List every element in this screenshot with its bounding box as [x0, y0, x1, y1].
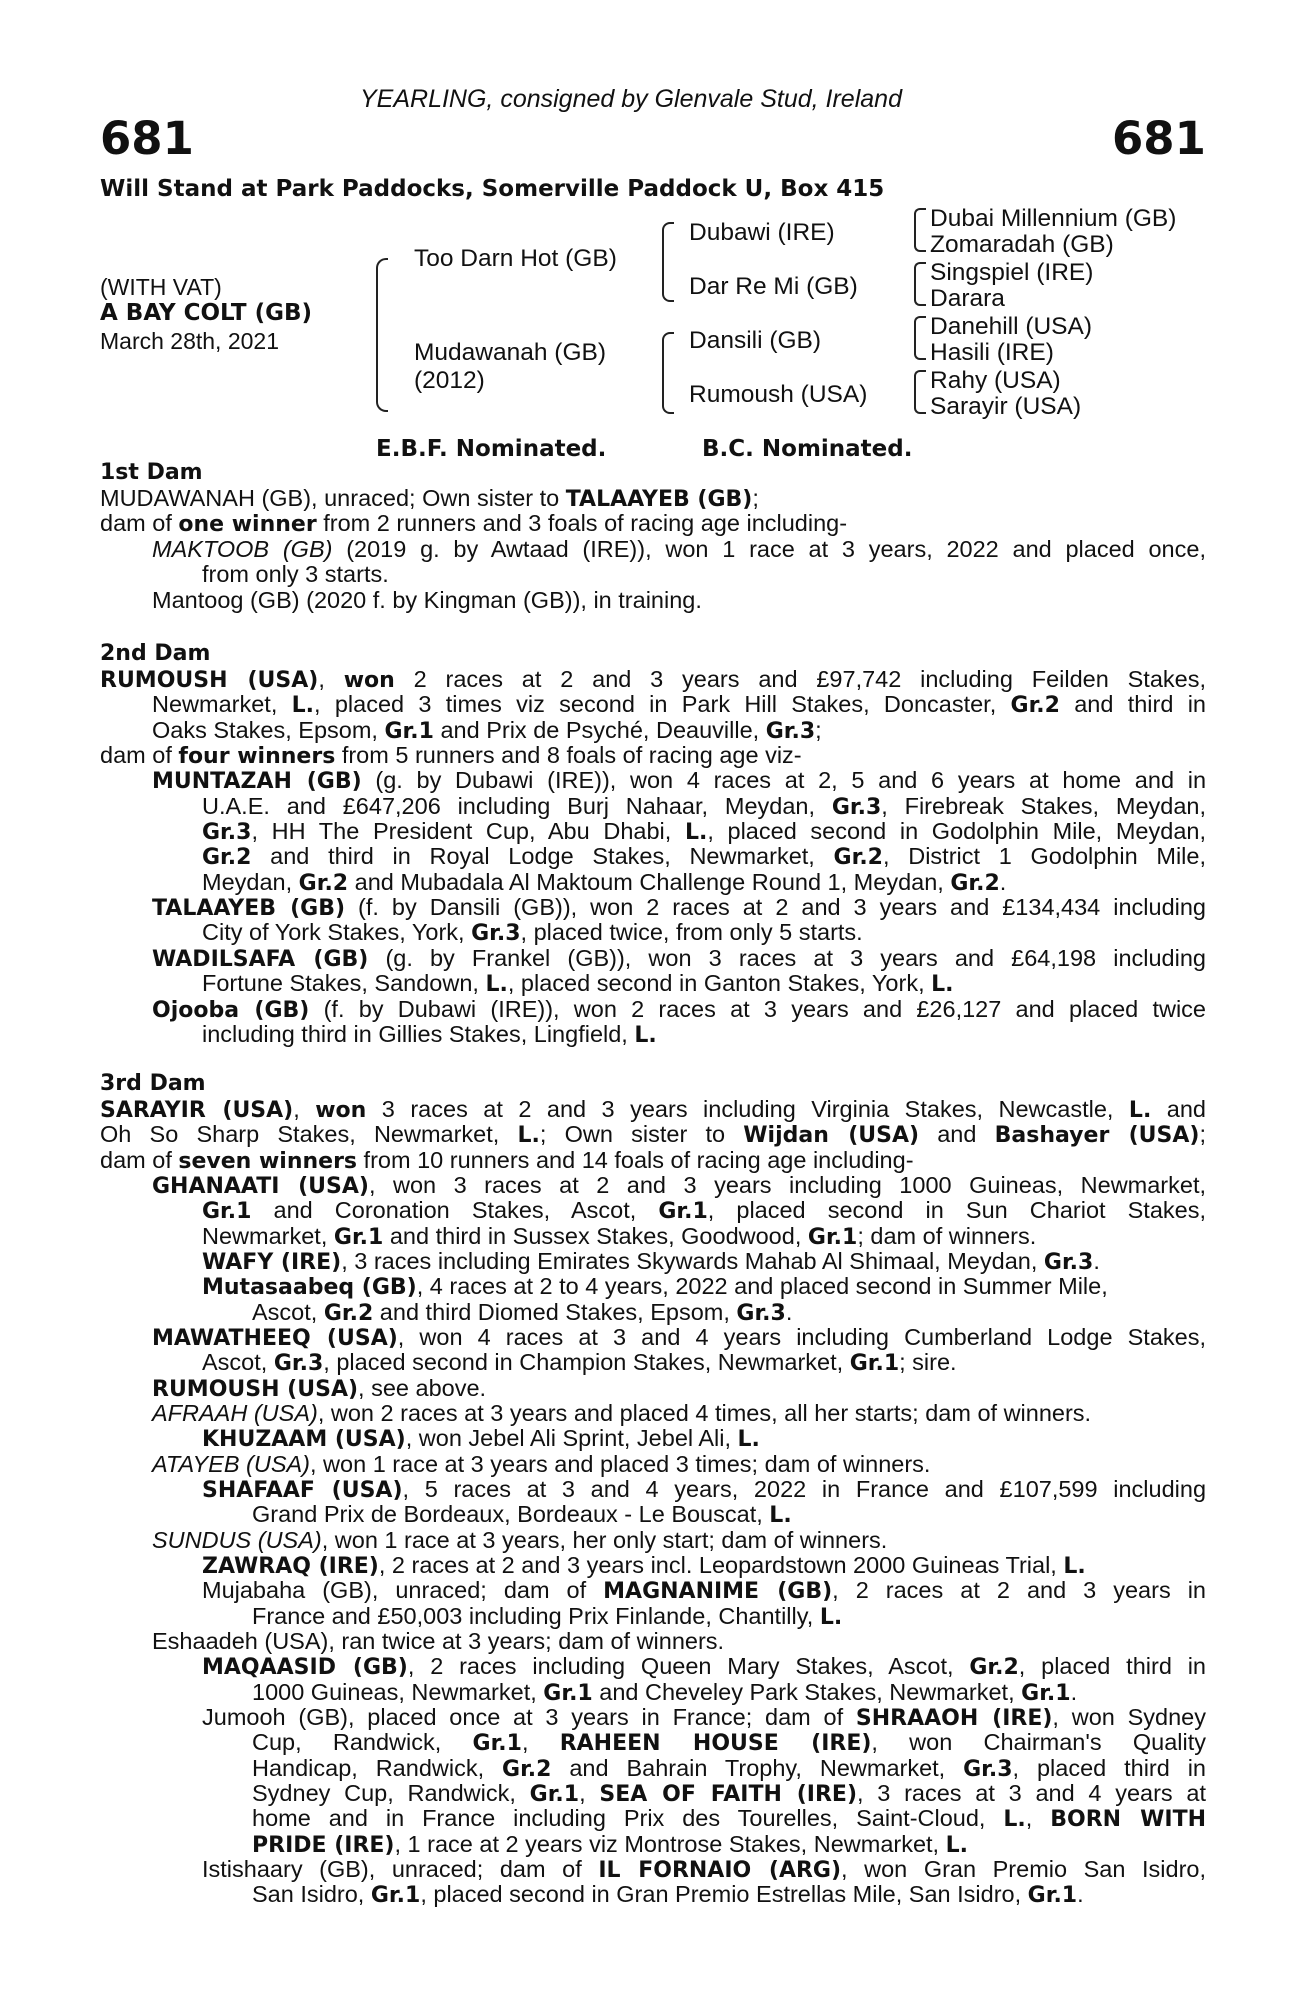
- text-run: from 5 runners and 8 foals of racing age viz-: [335, 742, 802, 768]
- text-run: Grand Prix de Bordeaux, Bordeaux - Le Bouscat,: [252, 1501, 770, 1527]
- text-run: Cup, Randwick,: [252, 1729, 473, 1755]
- text-run: ;: [752, 485, 759, 511]
- bold-text: Gr.1: [333, 1225, 384, 1250]
- text-run: Oh So Sharp Stakes, Newmarket,: [100, 1121, 518, 1147]
- text-run: , placed third in: [1018, 1653, 1207, 1679]
- text-line: [100, 1325, 1206, 1351]
- italic-text: SUNDUS (USA): [152, 1527, 322, 1553]
- text-line: [100, 1224, 1206, 1250]
- text-line: [100, 1350, 1206, 1376]
- dam-name: Mudawanah (GB): [414, 339, 607, 366]
- text-run: Ascot,: [252, 1299, 324, 1325]
- bold-text: RUMOUSH (USA): [152, 1377, 359, 1402]
- text-line: [100, 1122, 1206, 1148]
- text-run: including third in Gillies Stakes, Lingfield,: [202, 1021, 635, 1047]
- bold-text: TALAAYEB (GB): [565, 487, 753, 512]
- bold-text: Gr.3: [471, 921, 521, 946]
- stand-location: Will Stand at Park Paddocks, Somerville Paddock U, Box 415: [100, 176, 885, 202]
- bold-text: four winners: [178, 744, 336, 769]
- dam-year: (2012): [414, 367, 485, 394]
- text-run: and third in Sussex Stakes, Goodwood,: [383, 1223, 808, 1249]
- text-run: , 3 races including Emirates Skywards Mahab Al Shimaal, Meydan,: [341, 1248, 1044, 1274]
- text-line: [100, 1502, 1206, 1528]
- horse-name: A BAY COLT (GB): [100, 300, 313, 326]
- text-run: , placed second in Sun Chariot Stakes,: [707, 1197, 1206, 1223]
- text-run: , 2 races at 2 and 3 years in: [832, 1577, 1207, 1603]
- bold-text: BORN WITH: [1050, 1807, 1207, 1832]
- text-run: and third Diomed Stakes, Epsom,: [373, 1299, 737, 1325]
- text-line: [100, 1604, 1206, 1630]
- text-run: Mujabaha (GB), unraced; dam of: [202, 1577, 604, 1603]
- text-run: Ascot,: [202, 1349, 274, 1375]
- consignor-line: YEARLING, consigned by Glenvale Stud, Ireland: [360, 85, 902, 113]
- text-line: [100, 1654, 1206, 1680]
- bold-text: L.: [485, 972, 508, 997]
- bold-text: Gr.3: [963, 1757, 1013, 1782]
- text-run: ;: [1199, 1121, 1206, 1147]
- bold-text: L.: [945, 1833, 969, 1858]
- bold-text: SEA OF FAITH (IRE): [599, 1782, 858, 1807]
- text-run: , Firebreak Stakes, Meydan,: [881, 793, 1206, 819]
- text-run: , won 1 race at 3 years, her only start; dam of winners.: [321, 1527, 888, 1553]
- text-run: ;: [815, 717, 822, 743]
- text-run: from only 3 starts.: [202, 561, 389, 587]
- text-run: , HH The President Cup, Abu Dhabi,: [251, 818, 685, 844]
- text-run: , 2 races including Queen Mary Stakes, Ascot,: [407, 1653, 970, 1679]
- text-run: and third in: [1059, 691, 1206, 717]
- bold-text: L.: [1128, 1098, 1152, 1123]
- text-line: [100, 1528, 1206, 1554]
- bold-text: L.: [737, 1427, 760, 1452]
- text-line: [100, 1376, 1206, 1402]
- bold-text: Ojooba (GB): [152, 998, 310, 1023]
- text-run: City of York Stakes, York,: [202, 919, 472, 945]
- bold-text: L.: [291, 693, 315, 718]
- bold-text: SHAFAAF (USA): [202, 1478, 403, 1503]
- text-run: 1000 Guineas, Newmarket,: [252, 1679, 544, 1705]
- brace-dd: [914, 370, 926, 414]
- text-run: Sydney Cup, Randwick,: [252, 1780, 530, 1806]
- text-line: [100, 1198, 1206, 1224]
- text-run: ,: [1025, 1805, 1051, 1831]
- italic-text: MAKTOOB (GB): [152, 536, 333, 562]
- date-of-birth: March 28th, 2021: [100, 328, 280, 354]
- bold-text: L.: [684, 820, 708, 845]
- bold-text: Gr.1: [384, 719, 434, 744]
- ebf-nomination: E.B.F. Nominated.: [376, 436, 607, 462]
- text-run: Handicap, Randwick,: [252, 1755, 503, 1781]
- text-line: [100, 1477, 1206, 1503]
- bold-text: Gr.2: [202, 845, 252, 870]
- bold-text: L.: [1063, 1554, 1086, 1579]
- text-line: [100, 1401, 1206, 1427]
- bold-text: RUMOUSH (USA): [100, 668, 319, 693]
- text-run: .: [1070, 1679, 1078, 1705]
- text-line: [100, 1173, 1206, 1199]
- ddd-name: Sarayir (USA): [930, 393, 1082, 420]
- text-line: [100, 692, 1206, 718]
- bold-text: L.: [819, 1605, 843, 1630]
- sss-name: Dubai Millennium (GB): [930, 205, 1177, 232]
- text-run: ,: [521, 1729, 560, 1755]
- text-run: Meydan,: [202, 869, 299, 895]
- text-run: .: [1077, 1881, 1084, 1907]
- text-run: Jumooh (GB), placed once at 3 years in France; dam of: [202, 1704, 856, 1730]
- text-run: .: [1093, 1248, 1100, 1274]
- bold-text: PRIDE (IRE): [252, 1833, 395, 1858]
- text-line: [100, 1756, 1206, 1782]
- bold-text: SHRAAOH (IRE): [855, 1706, 1053, 1731]
- brace-ss: [914, 208, 926, 252]
- bold-text: MAQAASID (GB): [202, 1655, 408, 1680]
- text-run: Istishaary (GB), unraced; dam of: [202, 1856, 599, 1882]
- text-run: and: [1151, 1096, 1206, 1122]
- text-run: dam of: [100, 742, 179, 768]
- text-run: San Isidro,: [252, 1881, 371, 1907]
- second-dam-heading: 2nd Dam: [100, 641, 211, 666]
- bold-text: Gr.1: [658, 1199, 708, 1224]
- text-run: ,: [579, 1780, 600, 1806]
- text-line: [100, 1274, 1206, 1300]
- dss-name: Danehill (USA): [930, 313, 1093, 340]
- text-line: [100, 1578, 1206, 1604]
- bold-text: L.: [634, 1023, 657, 1048]
- bold-text: Gr.1: [543, 1681, 593, 1706]
- bold-text: L.: [517, 1123, 540, 1148]
- bold-text: Gr.1: [849, 1351, 900, 1376]
- bold-text: Gr.2: [298, 871, 349, 896]
- bold-text: won: [315, 1098, 367, 1123]
- text-run: from 10 runners and 14 foals of racing age including-: [357, 1147, 914, 1173]
- text-run: (2019 g. by Awtaad (IRE)), won 1 race at 3 years, 2022 and placed once,: [332, 536, 1206, 562]
- text-line: [100, 844, 1206, 870]
- text-line: [100, 1680, 1206, 1706]
- text-run: and: [919, 1121, 995, 1147]
- text-line: [100, 1629, 1206, 1655]
- text-line: [100, 1882, 1206, 1908]
- text-line: [100, 768, 1206, 794]
- text-run: Fortune Stakes, Sandown,: [202, 970, 486, 996]
- bold-text: Gr.2: [969, 1655, 1019, 1680]
- text-run: ,: [318, 666, 344, 692]
- text-run: 2 races at 2 and 3 years and £97,742 including Feilden Stakes,: [394, 666, 1206, 692]
- bold-text: IL FORNAIO (ARG): [598, 1858, 842, 1883]
- bold-text: Gr.2: [833, 845, 883, 870]
- text-run: , won Sydney: [1052, 1704, 1206, 1730]
- text-line: [100, 1730, 1206, 1756]
- text-line: [100, 1806, 1206, 1832]
- text-run: , won Chairman's Quality: [871, 1729, 1206, 1755]
- text-run: , placed third in: [1012, 1755, 1207, 1781]
- bold-text: Gr.3: [1043, 1250, 1094, 1275]
- text-run: .: [999, 869, 1007, 895]
- text-run: and Prix de Psyché, Deauville,: [433, 717, 766, 743]
- text-line: [100, 537, 1206, 563]
- ssd-name: Zomaradah (GB): [930, 231, 1114, 258]
- text-run: Eshaadeh (USA), ran twice at 3 years; dam of winners.: [152, 1628, 725, 1654]
- dam-sire: Dansili (GB): [689, 327, 822, 354]
- text-run: and third in Royal Lodge Stakes, Newmarket,: [251, 843, 834, 869]
- text-run: dam of: [100, 1147, 179, 1173]
- text-run: , won 3 races at 2 and 3 years including 1000 Guineas, Newmarket,: [368, 1172, 1207, 1198]
- text-line: [100, 794, 1206, 820]
- text-line: [100, 1452, 1206, 1478]
- lot-number-right: 681: [1112, 112, 1206, 165]
- text-run: 3 races at 2 and 3 years including Virginia Stakes, Newcastle,: [366, 1096, 1129, 1122]
- text-run: (f. by Dansili (GB)), won 2 races at 2 and 3 years and £134,434 including: [345, 894, 1206, 920]
- bold-text: Gr.1: [472, 1731, 522, 1756]
- bold-text: RAHEEN HOUSE (IRE): [559, 1731, 872, 1756]
- text-line: [100, 1426, 1206, 1452]
- text-run: and Mubadala Al Maktoum Challenge Round 1, Meydan,: [348, 869, 951, 895]
- text-run: from 2 runners and 3 foals of racing age including-: [316, 510, 848, 536]
- text-line: [100, 743, 1206, 769]
- bold-text: Mutasaabeq (GB): [202, 1275, 417, 1300]
- text-run: , won 1 race at 3 years and placed 3 times; dam of winners.: [310, 1451, 931, 1477]
- bold-text: Gr.3: [273, 1351, 324, 1376]
- italic-text: AFRAAH (USA): [152, 1400, 318, 1426]
- third-dam-heading: 3rd Dam: [100, 1071, 206, 1096]
- text-line: [100, 1705, 1206, 1731]
- text-run: , won 2 races at 3 years and placed 4 times, all her starts; dam of winners.: [317, 1400, 1092, 1426]
- text-line: [100, 718, 1206, 744]
- dam-dam: Rumoush (USA): [689, 381, 868, 408]
- bold-text: TALAAYEB (GB): [152, 896, 346, 921]
- dds-name: Rahy (USA): [930, 367, 1061, 394]
- sds-name: Singspiel (IRE): [930, 259, 1094, 286]
- sire-sire: Dubawi (IRE): [689, 219, 835, 246]
- bold-text: Gr.1: [370, 1883, 421, 1908]
- text-run: , won Jebel Ali Sprint, Jebel Ali,: [405, 1425, 738, 1451]
- text-run: and Bahrain Trophy, Newmarket,: [551, 1755, 964, 1781]
- sire-name: Too Darn Hot (GB): [414, 245, 617, 272]
- text-line: [100, 920, 1206, 946]
- brace-main: [376, 258, 388, 412]
- bold-text: MAWATHEEQ (USA): [152, 1326, 398, 1351]
- text-run: Mantoog (GB) (2020 f. by Kingman (GB)), in training.: [152, 587, 702, 613]
- bold-text: ZAWRAQ (IRE): [202, 1554, 379, 1579]
- bold-text: Wijdan (USA): [743, 1123, 920, 1148]
- text-run: , see above.: [358, 1375, 487, 1401]
- bold-text: SARAYIR (USA): [100, 1098, 294, 1123]
- text-line: [100, 1022, 1206, 1048]
- sire-dam: Dar Re Mi (GB): [689, 273, 858, 300]
- text-line: [100, 1148, 1206, 1174]
- text-line: [100, 1857, 1206, 1883]
- text-line: [100, 946, 1206, 972]
- text-line: [100, 819, 1206, 845]
- text-run: ; dam of winners.: [857, 1223, 1037, 1249]
- text-run: home and in France including Prix des Tourelles, Saint-Cloud,: [252, 1805, 1004, 1831]
- bold-text: WAFY (IRE): [202, 1250, 342, 1275]
- text-run: , placed second in Champion Stakes, Newmarket,: [323, 1349, 850, 1375]
- bold-text: MAGNANIME (GB): [603, 1579, 833, 1604]
- bold-text: one winner: [178, 512, 317, 537]
- text-run: .: [785, 1299, 793, 1325]
- bold-text: Gr.3: [202, 820, 252, 845]
- text-run: Oaks Stakes, Epsom,: [152, 717, 385, 743]
- bold-text: L.: [931, 972, 954, 997]
- bold-text: Gr.3: [765, 719, 816, 744]
- text-run: , won 4 races at 3 and 4 years including Cumberland Lodge Stakes,: [397, 1324, 1206, 1350]
- bold-text: L.: [1003, 1807, 1026, 1832]
- first-dam-heading: 1st Dam: [100, 460, 203, 485]
- text-run: (g. by Frankel (GB)), won 3 races at 3 years and £64,198 including: [368, 945, 1206, 971]
- bold-text: WADILSAFA (GB): [152, 947, 369, 972]
- text-run: , 4 races at 2 to 4 years, 2022 and placed second in Summer Mile,: [416, 1273, 1108, 1299]
- bold-text: seven winners: [178, 1149, 358, 1174]
- bold-text: Gr.1: [529, 1782, 580, 1807]
- text-run: ,: [293, 1096, 316, 1122]
- bold-text: Gr.2: [950, 871, 1000, 896]
- lot-number-left: 681: [100, 112, 194, 165]
- sdd-name: Darara: [930, 285, 1005, 312]
- text-run: U.A.E. and £647,206 including Burj Nahaar, Meydan,: [202, 793, 832, 819]
- text-run: ; Own sister to: [539, 1121, 744, 1147]
- bold-text: Gr.1: [1021, 1681, 1071, 1706]
- bold-text: L.: [769, 1503, 792, 1528]
- bold-text: Gr.3: [831, 795, 882, 820]
- text-run: , 5 races at 3 and 4 years, 2022 in France and £107,599 including: [402, 1476, 1207, 1502]
- text-line: [100, 1553, 1206, 1579]
- text-line: [100, 971, 1206, 997]
- text-run: , placed 3 times viz second in Park Hill Stakes, Doncaster,: [314, 691, 1011, 717]
- dsd-name: Hasili (IRE): [930, 339, 1054, 366]
- text-run: , District 1 Godolphin Mile,: [882, 843, 1206, 869]
- bold-text: Gr.1: [1027, 1883, 1078, 1908]
- bold-text: GHANAATI (USA): [152, 1174, 369, 1199]
- text-line: [100, 1097, 1206, 1123]
- text-line: [100, 1832, 1206, 1858]
- text-run: Newmarket,: [202, 1223, 334, 1249]
- text-run: dam of: [100, 510, 179, 536]
- text-line: [100, 588, 1206, 614]
- text-run: , placed second in Ganton Stakes, York,: [507, 970, 932, 996]
- text-run: France and £50,003 including Prix Finlande, Chantilly,: [252, 1603, 820, 1629]
- text-run: , 3 races at 3 and 4 years at: [857, 1780, 1207, 1806]
- text-run: , 1 race at 2 years viz Montrose Stakes, Newmarket,: [394, 1831, 946, 1857]
- text-run: , won Gran Premio San Isidro,: [841, 1856, 1207, 1882]
- text-line: [100, 997, 1206, 1023]
- text-run: MUDAWANAH (GB), unraced; Own sister to: [100, 485, 566, 511]
- bold-text: Gr.1: [202, 1199, 252, 1224]
- text-line: [100, 667, 1206, 693]
- italic-text: ATAYEB (USA): [152, 1451, 310, 1477]
- text-run: Newmarket,: [152, 691, 292, 717]
- bold-text: Gr.2: [502, 1757, 552, 1782]
- bold-text: Gr.2: [1010, 693, 1060, 718]
- bold-text: won: [343, 668, 395, 693]
- brace-sd: [914, 262, 926, 306]
- text-line: [100, 511, 1206, 537]
- text-run: (f. by Dubawi (IRE)), won 2 races at 3 years and £26,127 and placed twice: [309, 996, 1207, 1022]
- text-run: , 2 races at 2 and 3 years incl. Leopardstown 2000 Guineas Trial,: [378, 1552, 1064, 1578]
- bold-text: Gr.3: [736, 1301, 786, 1326]
- text-line: [100, 870, 1206, 896]
- text-run: , placed second in Gran Premio Estrellas Mile, San Isidro,: [420, 1881, 1028, 1907]
- text-run: , placed twice, from only 5 starts.: [520, 919, 863, 945]
- bold-text: Gr.1: [807, 1225, 858, 1250]
- text-run: and Coronation Stakes, Ascot,: [251, 1197, 659, 1223]
- text-run: (g. by Dubawi (IRE)), won 4 races at 2, 5 and 6 years at home and in: [361, 767, 1207, 793]
- text-line: [100, 1249, 1206, 1275]
- bold-text: Gr.2: [323, 1301, 374, 1326]
- text-run: , placed second in Godolphin Mile, Meydan,: [707, 818, 1206, 844]
- text-run: and Cheveley Park Stakes, Newmarket,: [592, 1679, 1022, 1705]
- bold-text: KHUZAAM (USA): [202, 1427, 406, 1452]
- text-run: ; sire.: [899, 1349, 957, 1375]
- vat-label: (WITH VAT): [100, 274, 222, 300]
- brace-sire: [662, 222, 674, 302]
- brace-ds: [914, 316, 926, 360]
- text-line: [100, 1300, 1206, 1326]
- bold-text: Bashayer (USA): [994, 1123, 1200, 1148]
- text-line: [100, 486, 1206, 512]
- bc-nomination: B.C. Nominated.: [702, 436, 913, 462]
- text-line: [100, 562, 1206, 588]
- text-line: [100, 1781, 1206, 1807]
- text-line: [100, 895, 1206, 921]
- bold-text: MUNTAZAH (GB): [152, 769, 362, 794]
- brace-dam: [662, 332, 674, 414]
